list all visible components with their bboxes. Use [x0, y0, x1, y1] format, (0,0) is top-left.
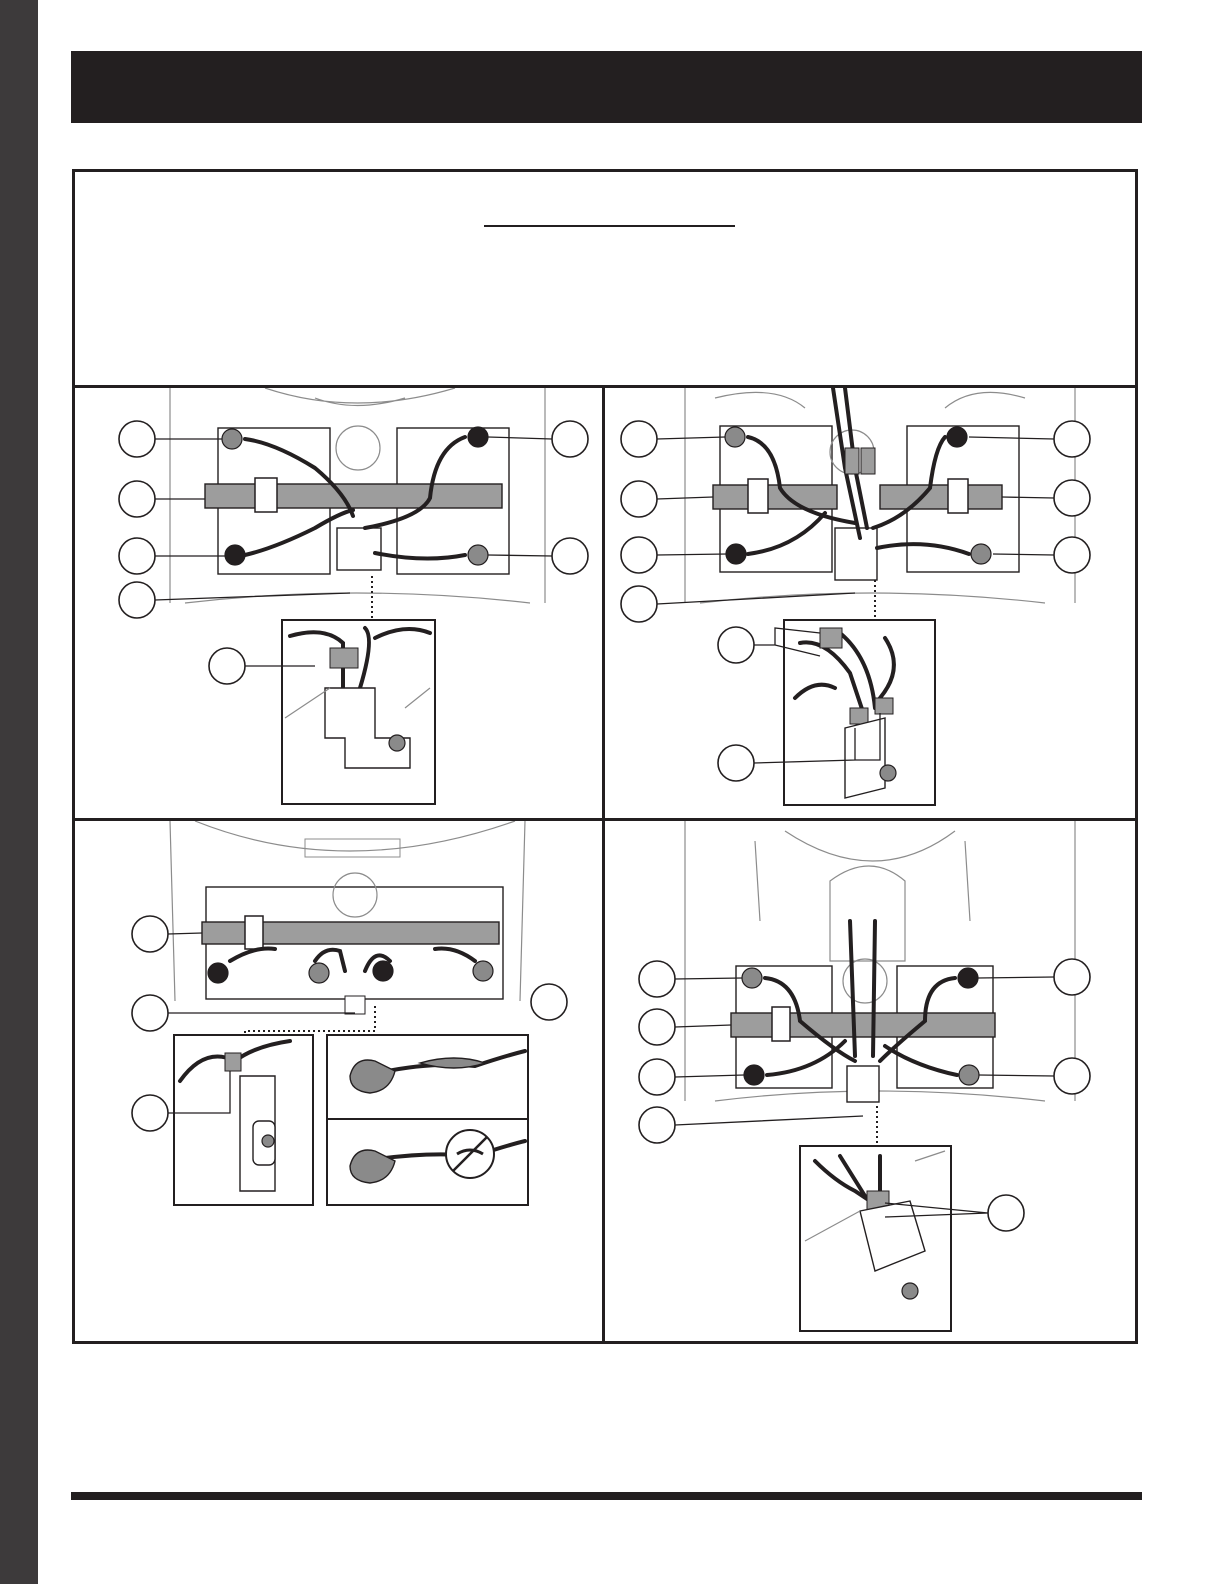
figure-bottom-right — [605, 821, 1138, 1341]
heading-underline — [484, 225, 735, 227]
figure-top-right — [605, 388, 1138, 818]
section-header-bar — [71, 51, 1142, 123]
footer-rule — [71, 1492, 1142, 1500]
figure-top-left — [75, 388, 602, 818]
figure-bottom-left — [75, 821, 602, 1341]
page-side-strip — [0, 0, 38, 1584]
